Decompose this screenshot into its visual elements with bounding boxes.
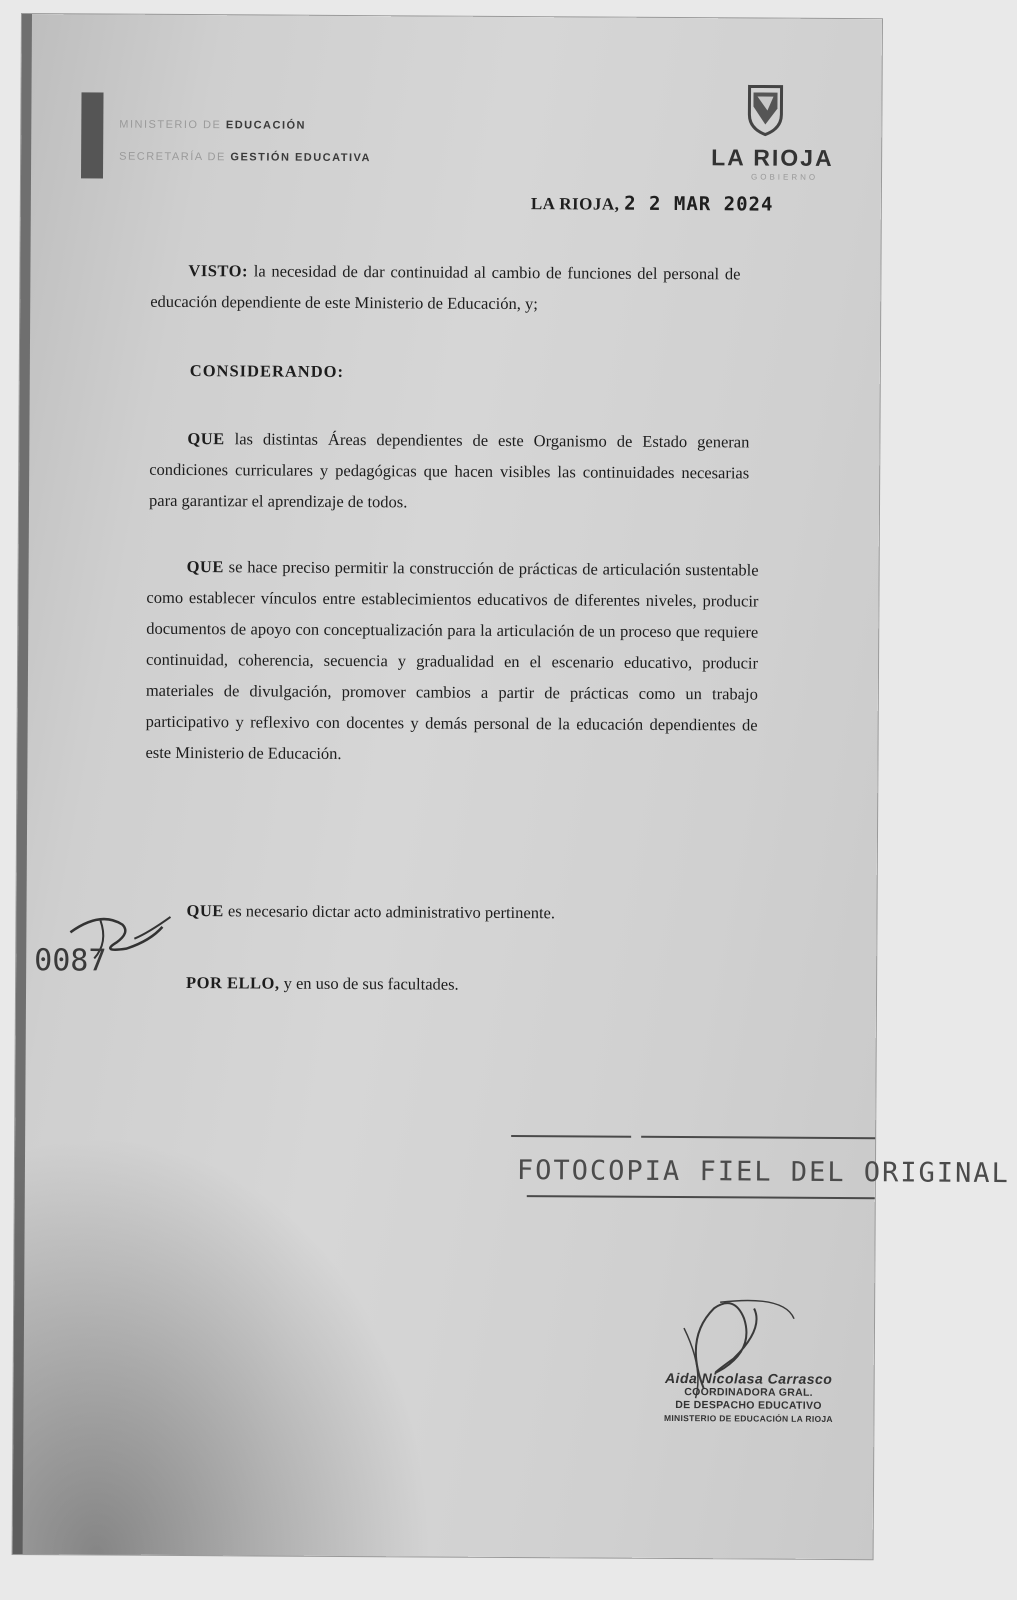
letterhead-ministry xyxy=(119,119,306,132)
que-text-1: las distintas Áreas dependientes de este Organismo de Estado generan condiciones curriculares y pedagógicas que hacen visibles las continuidades necesarias para garantizar el aprendizaje de todos. xyxy=(148,429,750,512)
que-text-3: es necesario dictar acto administrativo pertinente. xyxy=(227,901,556,923)
letterhead-ministry-name: EDUCACIÓN xyxy=(225,119,307,132)
document-page xyxy=(13,14,1010,1559)
signatory-title-2: DE DESPACHO EDUCATIVO xyxy=(675,1399,822,1412)
considerando-heading: CONSIDERANDO: xyxy=(189,361,345,381)
por-ello-paragraph xyxy=(186,967,706,1001)
stamp-bottom-line xyxy=(527,1195,875,1199)
visto-label: VISTO: xyxy=(188,261,249,281)
signatory-title-3: MINISTERIO DE EDUCACIÓN LA RIOJA xyxy=(663,1412,833,1424)
la-rioja-logo xyxy=(711,84,852,185)
document-date xyxy=(531,192,774,215)
que-label-1: QUE xyxy=(187,429,225,449)
que-text-2: se hace preciso permitir la construcción de prácticas de articulación sustentable como establecer vínculos entre establecimientos educativos de diferentes niveles, producir documentos de apoyo con conceptualización para la articulación de un proceso que requiere continuidad, coherencia, secuencia y gradualidad en el escenario educativo, producir materiales de divulgación, promover cambios a partir de prácticas como un trabajo participativo y reflexivo con docentes y demás personal de la educación dependientes de este Ministerio de Educación. xyxy=(145,557,759,763)
letterhead-secretariat-name: GESTIÓN EDUCATIVA xyxy=(230,151,372,165)
page-edge-shadow xyxy=(13,14,32,1554)
stamp-top-line-left xyxy=(511,1135,631,1138)
que-paragraph-3 xyxy=(186,895,706,929)
logo-subtext: GOBIERNO xyxy=(750,172,819,182)
date-stamp: 2 2 MAR 2024 xyxy=(624,192,774,216)
stamp-top-line-right xyxy=(641,1136,875,1139)
que-label-3: QUE xyxy=(186,901,224,921)
photo-shadow xyxy=(13,1134,436,1557)
signature-block xyxy=(633,1370,863,1426)
letterhead-secretariat-prefix: SECRETARÍA DE xyxy=(119,150,226,164)
que-label-2: QUE xyxy=(186,557,224,577)
visto-paragraph xyxy=(150,255,740,321)
logo-text: LA RIOJA xyxy=(711,144,834,171)
signatory-name: Aida Nicolasa Carrasco xyxy=(664,1369,833,1387)
por-ello-text: y en uso de sus facultades. xyxy=(283,973,459,994)
handwritten-number xyxy=(30,902,190,983)
que-paragraph-1 xyxy=(149,423,750,520)
que-paragraph-2 xyxy=(145,551,758,772)
letterhead-ministry-prefix: MINISTERIO DE xyxy=(119,118,222,132)
date-place: LA RIOJA, xyxy=(530,194,620,214)
letterhead-bar xyxy=(81,92,104,178)
shield-icon xyxy=(745,84,785,136)
signatory-title-1: COORDINADORA GRAL. xyxy=(684,1386,813,1399)
certified-copy-text: FOTOCOPIA FIEL DEL ORIGINAL xyxy=(516,1155,1010,1190)
por-ello-label: POR ELLO, xyxy=(186,973,280,993)
letterhead-secretariat xyxy=(119,151,371,165)
certified-copy-stamp xyxy=(511,1135,1010,1207)
handwritten-number-text: 0087 xyxy=(34,943,107,979)
visto-text: la necesidad de dar continuidad al cambio de funciones del personal de educación dependiente de este Ministerio de Educación, y; xyxy=(150,261,741,314)
